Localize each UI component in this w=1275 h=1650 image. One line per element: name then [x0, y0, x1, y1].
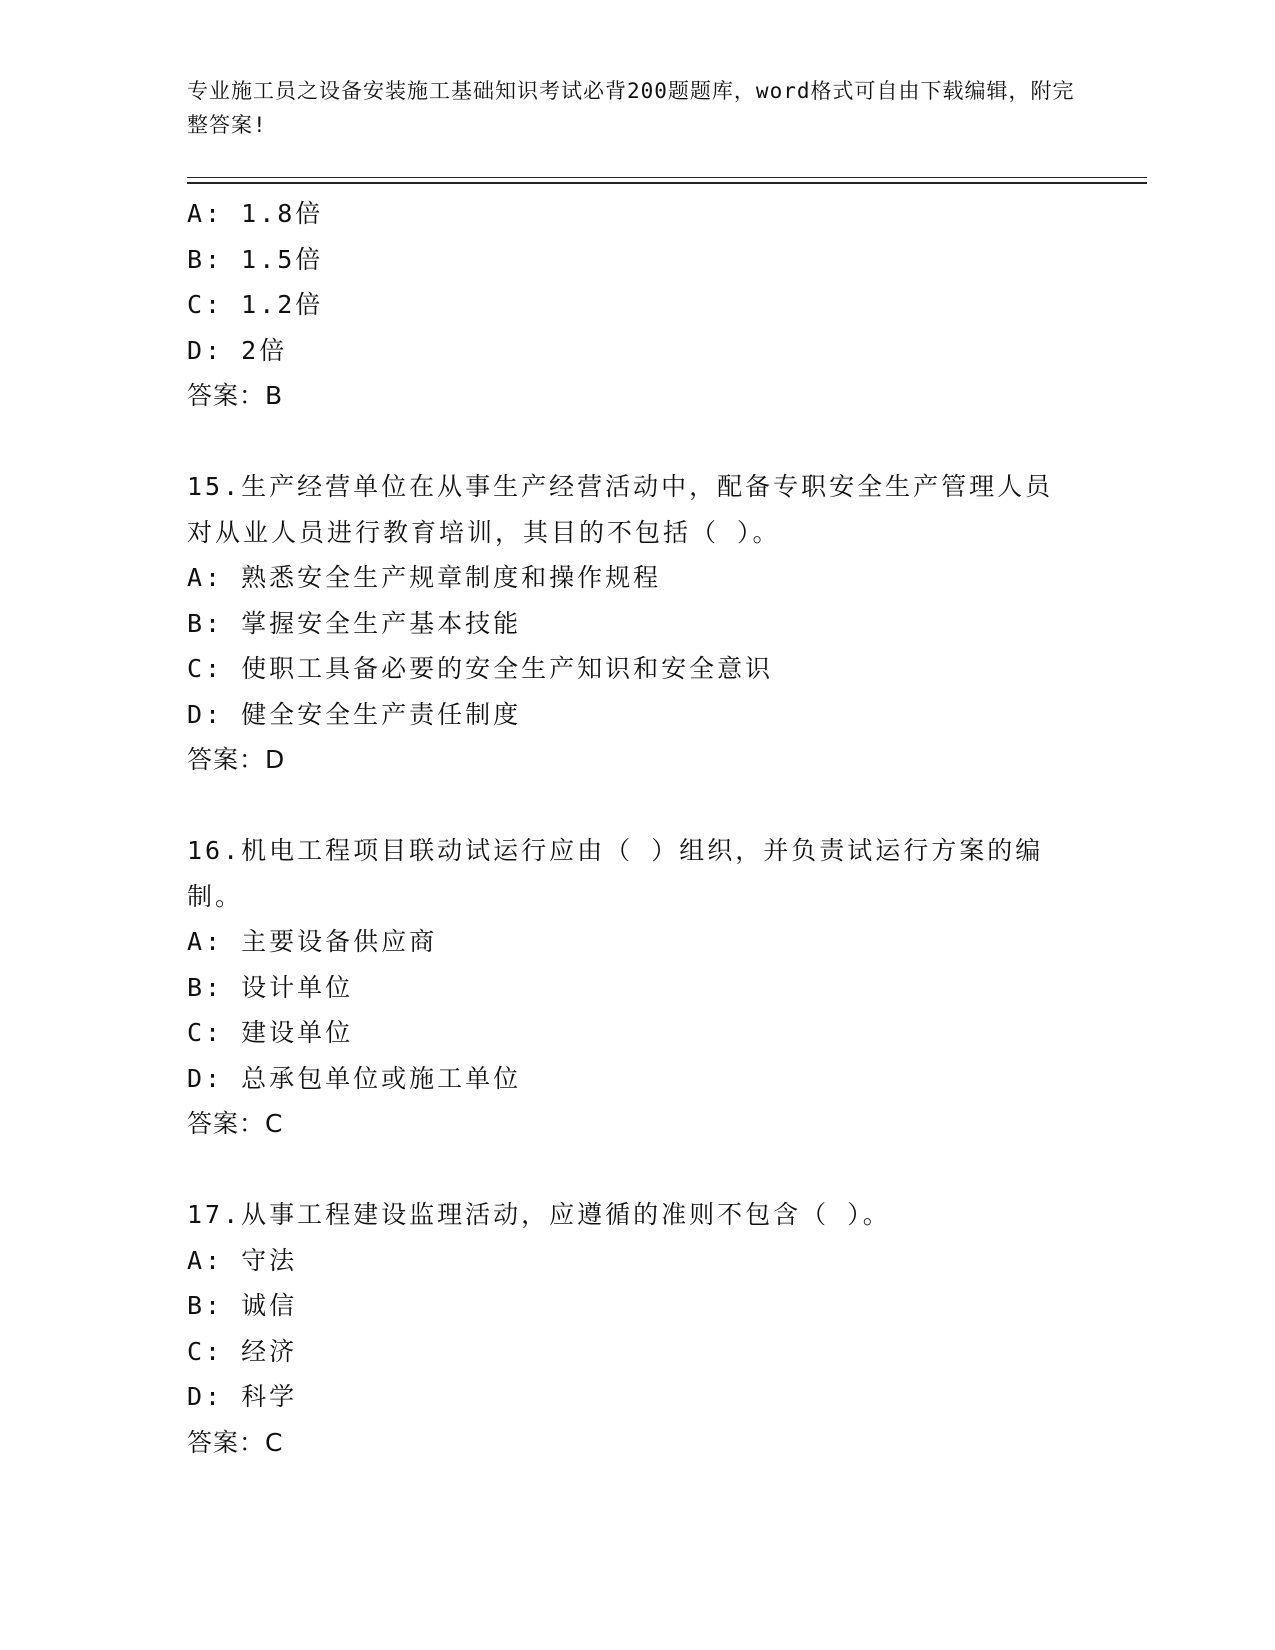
spacer: [187, 419, 1087, 465]
question-block-14: [187, 191, 1087, 419]
question-stem: 16.机电工程项目联动试运行应由（ ）组织，并负责试运行方案的编制。: [187, 836, 1044, 911]
question-content: [187, 191, 1087, 1465]
question-stem: 17.从事工程建设监理活动，应遵循的准则不包含（ ）。: [187, 1200, 891, 1229]
answer-line: 答案：D: [187, 745, 286, 774]
option-a: A: 守法: [187, 1245, 298, 1275]
option-c: C: 建设单位: [187, 1018, 354, 1047]
question-block-17: [187, 1192, 1087, 1465]
option-d: D: 科学: [187, 1382, 298, 1411]
option-a: A: 主要设备供应商: [187, 927, 438, 956]
option-d: D: 2倍: [187, 335, 288, 365]
option-b: B: 掌握安全生产基本技能: [187, 608, 522, 638]
document-header: 专业施工员之设备安装施工基础知识考试必背200题题库，word格式可自由下载编辑，附完整答案!: [187, 79, 1075, 137]
answer-line: 答案：C: [187, 1109, 284, 1138]
option-d: D: 总承包单位或施工单位: [187, 1063, 522, 1093]
option-d: D: 健全安全生产责任制度: [187, 699, 522, 729]
option-b: B: 诚信: [187, 1291, 298, 1320]
option-b: B: 1.5倍: [187, 244, 324, 274]
question-block-15: [187, 464, 1087, 783]
answer-line: 答案：B: [187, 381, 284, 410]
question-block-16: [187, 828, 1087, 1147]
answer-line: 答案：C: [187, 1427, 284, 1457]
option-a: A: 熟悉安全生产规章制度和操作规程: [187, 563, 662, 592]
option-c: C: 1.2倍: [187, 290, 324, 319]
question-stem: 15.生产经营单位在从事生产经营活动中，配备专职安全生产管理人员对从业人员进行教育培训，其目的不包括（ ）。: [187, 472, 1054, 547]
header-divider-thick: [187, 182, 1147, 184]
spacer: [187, 1147, 1087, 1193]
option-c: C: 经济: [187, 1336, 298, 1366]
option-c: C: 使职工具备必要的安全生产知识和安全意识: [187, 654, 774, 683]
option-b: B: 设计单位: [187, 972, 354, 1002]
spacer: [187, 783, 1087, 829]
option-a: A: 1.8倍: [187, 199, 324, 228]
header-divider-thin: [187, 177, 1147, 178]
